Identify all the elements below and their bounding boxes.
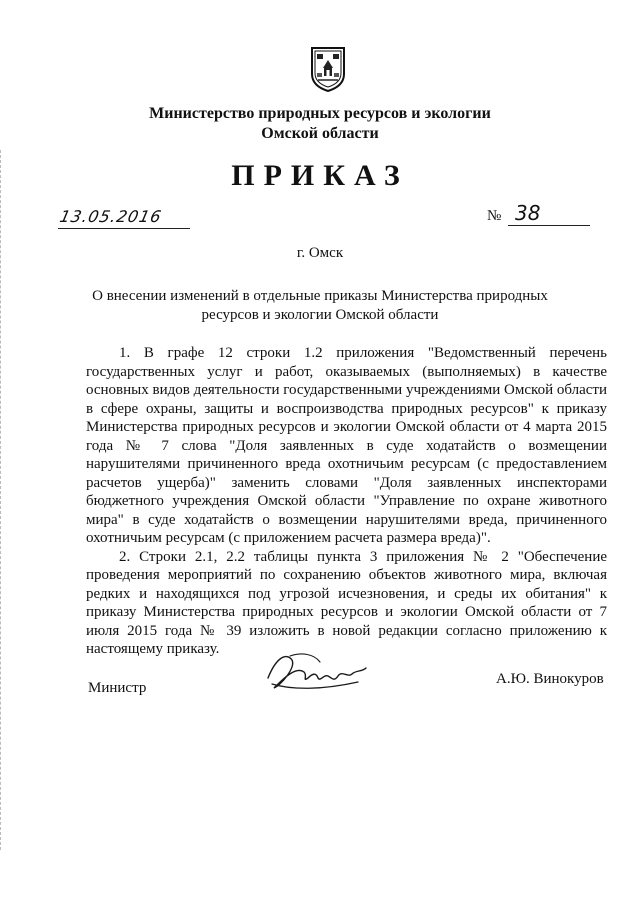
document-title: ПРИКАЗ bbox=[231, 159, 409, 192]
signatory-name: А.Ю. Винокуров bbox=[496, 671, 604, 687]
document-subject: О внесении изменений в отдельные приказы Министерства природных ресурсов и экологии Омской области bbox=[92, 288, 548, 323]
date-underline bbox=[58, 228, 190, 229]
coat-of-arms-icon bbox=[310, 46, 346, 92]
organization-name-line1: Министерство природных ресурсов и экологии bbox=[149, 105, 491, 122]
document-city: г. Омск bbox=[296, 245, 344, 261]
paragraph-2: 2. Строки 2.1, 2.2 таблицы пункта 3 приложения № 2 "Обеспечение проведения мероприятий по сохранению объектов животного мира, включая редких и находящихся под угрозой исчезновения, и среды их обитания" к приказу Министерства природных ресурсов и экологии Омской области от 7 июля 2015 года № 39 изложить в новой редакции согласно приложению к настоящему приказу. bbox=[86, 548, 607, 657]
number-underline bbox=[508, 225, 590, 226]
document-number: 38 bbox=[515, 201, 541, 225]
number-label: № bbox=[487, 208, 502, 224]
organization-name-line2: Омской области bbox=[261, 125, 379, 142]
scan-margin-marks bbox=[0, 150, 4, 850]
paragraph-1: 1. В графе 12 строки 1.2 приложения "Ведомственный перечень государственных услуг и работ, оказываемых (выполняемых) в качестве основных видов деятельности государственными учреждениями Омской области в сфере охраны, защиты и воспроизводства природных ресурсов" к приказу Министерства природных ресурсов и экологии Омской области от 4 марта 2015 года № 7 слова "Доля заявленных в суде ходатайств о возмещении нарушителями причиненного вреда охотничьим ресурсам (с предоставлением расчетов ущерба)" заменить словами "Доля заявленных инспекторами бюджетного учреждения Омской области "Управление по охране животного мира" в суде ходатайств о возмещении нарушителями вреда, причиненного охотничьим ресурсам (с приложением расчета размера вреда)". bbox=[86, 345, 607, 546]
signatory-role: Министр bbox=[88, 680, 147, 696]
document-date: 13.05.2016 bbox=[57, 207, 164, 226]
document-body bbox=[86, 344, 607, 659]
handwritten-signature-icon bbox=[262, 648, 372, 696]
